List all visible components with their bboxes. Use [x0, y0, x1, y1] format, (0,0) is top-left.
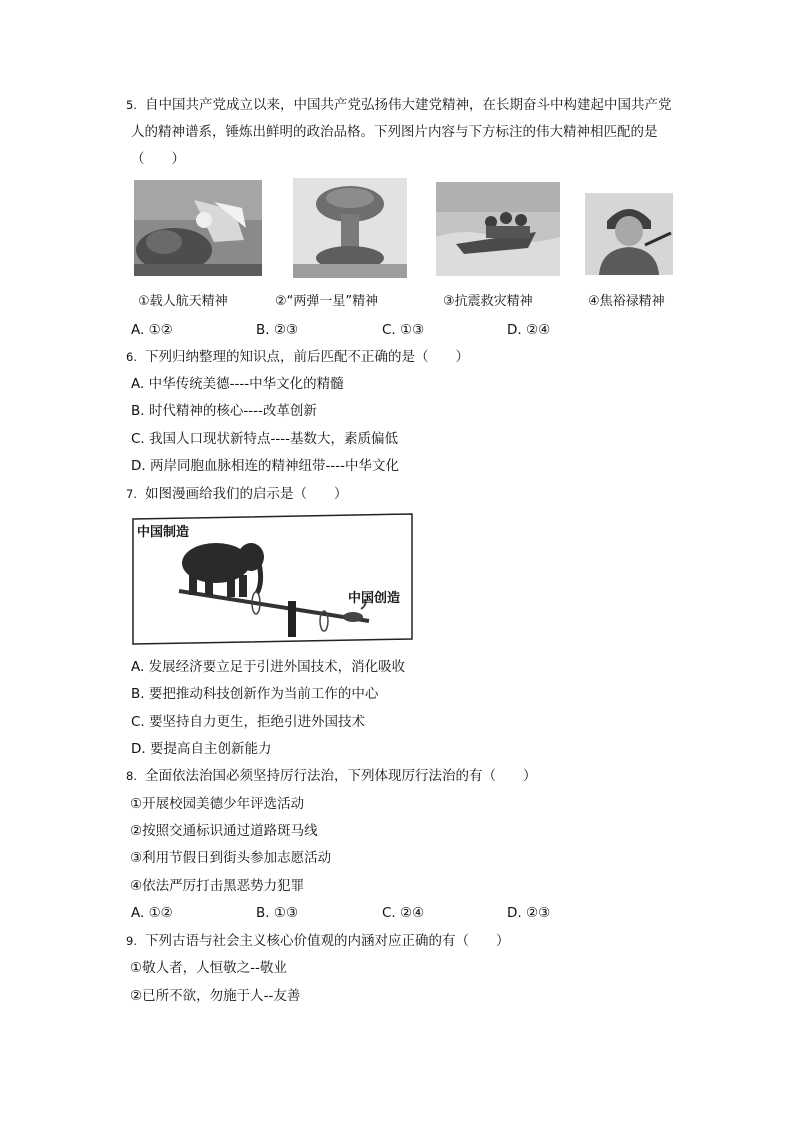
- q9-item-1: ①敬人者，人恒敬之--敬业: [130, 960, 287, 976]
- q5-option-d[interactable]: D. ②④: [507, 322, 551, 338]
- q9-number: 9.: [126, 934, 137, 948]
- q5-number: 5.: [126, 98, 137, 112]
- q5-option-b[interactable]: B. ②③: [256, 322, 299, 338]
- q5-option-a[interactable]: A. ①②: [131, 322, 173, 338]
- q7-text: 如图漫画给我们的启示是（ ）: [144, 486, 348, 502]
- q5-option-c[interactable]: C. ①③: [382, 322, 425, 338]
- q8-option-d[interactable]: D. ②③: [507, 905, 551, 921]
- q8-stem: [126, 766, 536, 786]
- q5-answer-paren: （ ）: [131, 151, 185, 167]
- q6-option-d[interactable]: D. 两岸同胞血脉相连的精神纽带----中华文化: [131, 458, 399, 474]
- q6-option-c[interactable]: C. 我国人口现状新特点----基数大，素质偏低: [131, 431, 398, 447]
- q5-stem-line1: [126, 95, 671, 115]
- cartoon-seesaw: [131, 513, 414, 645]
- q5-stem-line2: 人的精神谱系，锤炼出鲜明的政治品格。下列图片内容与下方标注的伟大精神相匹配的是: [131, 124, 658, 140]
- q6-option-a[interactable]: A. 中华传统美德----中华文化的精髓: [131, 376, 344, 392]
- q8-item-3: ③利用节假日到街头参加志愿活动: [130, 850, 332, 866]
- q6-number: 6.: [126, 350, 137, 364]
- q6-stem: [126, 347, 469, 367]
- q8-option-c[interactable]: C. ②④: [382, 905, 425, 921]
- photo-mushroom-cloud: [293, 178, 407, 278]
- q6-text: 下列归纳整理的知识点，前后匹配不正确的是（ ）: [144, 349, 469, 365]
- caption-photo3: ③抗震救灾精神: [443, 294, 533, 309]
- caption-photo1: ①载人航天精神: [138, 294, 228, 309]
- q5-options: [131, 320, 551, 340]
- q7-option-a[interactable]: A. 发展经济要立足于引进外国技术，消化吸收: [131, 659, 406, 675]
- q8-options: [131, 903, 551, 923]
- q7-number: 7.: [126, 487, 137, 501]
- cartoon-label-right: 中国创造: [348, 591, 401, 606]
- photo-soldier-portrait: [585, 193, 673, 275]
- q8-item-2: ②按照交通标识通过道路斑马线: [130, 823, 318, 839]
- q6-option-b[interactable]: B. 时代精神的核心----改革创新: [131, 403, 317, 419]
- q8-item-1: ①开展校园美德少年评选活动: [130, 796, 305, 812]
- q7-option-d[interactable]: D. 要提高自主创新能力: [131, 741, 272, 757]
- photo-space-capsule: [134, 180, 262, 276]
- q7-stem: [126, 484, 347, 504]
- photo-rescue-boat: [436, 182, 560, 276]
- q9-item-2: ②已所不欲，勿施于人--友善: [130, 988, 301, 1004]
- q8-number: 8.: [126, 769, 137, 783]
- q8-option-a[interactable]: A. ①②: [131, 905, 173, 921]
- q8-option-b[interactable]: B. ①③: [256, 905, 299, 921]
- q7-option-b[interactable]: B. 要把推动科技创新作为当前工作的中心: [131, 686, 379, 702]
- cartoon-label-left: 中国制造: [137, 525, 190, 540]
- caption-photo2: ②“两弹一星”精神: [275, 294, 379, 309]
- q8-item-4: ④依法严厉打击黑恶势力犯罪: [130, 878, 305, 894]
- q7-option-c[interactable]: C. 要坚持自力更生，拒绝引进外国技术: [131, 714, 366, 730]
- q5-text-line1: 自中国共产党成立以来，中国共产党弘扬伟大建党精神，在长期奋斗中构建起中国共产党: [144, 97, 672, 113]
- caption-photo4: ④焦裕禄精神: [588, 294, 665, 309]
- q9-text: 下列古语与社会主义核心价值观的内涵对应正确的有（ ）: [144, 933, 510, 949]
- q8-text: 全面依法治国必须坚持厉行法治，下列体现厉行法治的有（ ）: [144, 768, 537, 784]
- q9-stem: [126, 931, 509, 951]
